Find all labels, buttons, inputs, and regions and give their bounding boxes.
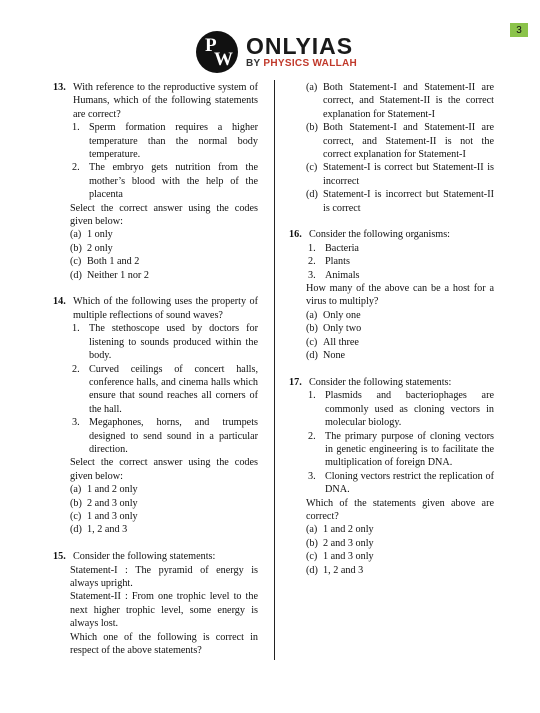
option-text: 1 only xyxy=(87,229,113,241)
question-prompt: Which of the statements given above are correct? xyxy=(306,497,494,522)
question-prompt: How many of the above can be a host for a virus to multiply? xyxy=(306,283,494,308)
option-text: Both 1 and 2 xyxy=(87,256,140,268)
item-number: 2. xyxy=(308,256,316,268)
instruction: Select the correct answer using the codes given below: xyxy=(70,457,258,482)
option-c[interactable] xyxy=(306,550,494,563)
option-text: Only two xyxy=(323,323,362,335)
question-stem: Consider the following statements: xyxy=(309,376,452,388)
logo-letter-p: P xyxy=(205,35,217,56)
option-c[interactable] xyxy=(306,161,494,188)
option-text: Both Statement-I and Statement-II are correct, and Statement-II is not the correct explanation for Statement-I xyxy=(323,122,494,161)
statement-item xyxy=(308,430,494,470)
option-label: (b) xyxy=(306,122,318,134)
option-text: Statement-I is incorrect but Statement-II is correct xyxy=(323,189,494,214)
organism-item xyxy=(308,242,494,255)
option-a[interactable] xyxy=(70,228,258,241)
question-number: 16. xyxy=(289,229,302,241)
option-c[interactable] xyxy=(70,510,258,523)
option-label: (c) xyxy=(70,256,82,268)
item-number: 3. xyxy=(308,470,316,482)
item-text: Megaphones, horns, and trumpets designed to send sound in a particular direction. xyxy=(89,417,258,455)
item-text: Bacteria xyxy=(325,242,359,254)
statement-item xyxy=(72,322,258,362)
statement-item xyxy=(72,416,258,456)
option-a[interactable] xyxy=(306,523,494,536)
option-b[interactable] xyxy=(306,322,494,335)
question-number: 17. xyxy=(289,376,302,388)
option-b[interactable] xyxy=(306,121,494,161)
statement-item xyxy=(72,363,258,417)
option-text: Neither 1 nor 2 xyxy=(87,269,149,281)
option-label: (b) xyxy=(306,537,318,549)
option-label: (d) xyxy=(306,350,318,362)
option-label: (a) xyxy=(70,484,82,496)
item-number: 1. xyxy=(308,390,316,402)
item-text: Plants xyxy=(325,256,350,268)
option-label: (d) xyxy=(70,269,82,281)
brand xyxy=(246,34,357,70)
question-16 xyxy=(289,228,494,362)
option-text: None xyxy=(323,350,346,362)
option-label: (d) xyxy=(306,189,318,201)
question-number: 14. xyxy=(53,296,66,308)
question-14 xyxy=(53,295,258,536)
question-stem: Consider the following organisms: xyxy=(309,229,451,241)
option-a[interactable] xyxy=(306,309,494,322)
option-text: 1 and 2 only xyxy=(323,524,374,536)
item-text: The primary purpose of cloning vectors in genetic engineering is to facilitate the multiplication of foreign DNA. xyxy=(325,430,494,469)
item-text: Animals xyxy=(325,269,360,281)
item-number: 1. xyxy=(72,122,80,134)
brand-name: ONLYIAS xyxy=(246,33,354,59)
brand-subtitle xyxy=(246,58,357,70)
option-text: 2 and 3 only xyxy=(323,537,374,549)
item-number: 3. xyxy=(308,269,316,281)
option-label: (c) xyxy=(306,336,318,348)
item-number: 2. xyxy=(72,162,80,174)
option-label: (a) xyxy=(306,524,318,536)
option-d[interactable] xyxy=(306,564,494,577)
option-label: (c) xyxy=(306,162,318,174)
question-stem: With reference to the reproductive system of Humans, which of the following statements are correct? xyxy=(73,82,258,120)
statement-item xyxy=(308,389,494,429)
option-d[interactable] xyxy=(70,523,258,536)
item-text: The stethoscope used by doctors for listening to sounds produced within the body. xyxy=(89,323,258,362)
option-label: (c) xyxy=(306,551,318,563)
item-text: Plasmids and bacteriophages are commonly used as cloning vectors in molecular biology. xyxy=(325,390,494,429)
option-b[interactable] xyxy=(70,497,258,510)
option-text: All three xyxy=(323,336,359,348)
item-text: Sperm formation requires a higher temperature than the normal body temperature. xyxy=(89,122,258,161)
organism-item xyxy=(308,269,494,282)
header-logo xyxy=(196,28,357,76)
item-text: Cloning vectors restrict the replication of DNA. xyxy=(325,470,494,496)
statement-item xyxy=(72,161,258,201)
question-stem: Consider the following statements: xyxy=(73,551,216,563)
question-15 xyxy=(53,550,258,657)
option-text: Both Statement-I and Statement-II are correct, and Statement-II is the correct explanation for Statement-I xyxy=(323,82,494,120)
question-number: 15. xyxy=(53,551,66,563)
right-column xyxy=(289,81,494,590)
instruction: Select the correct answer using the codes given below: xyxy=(70,202,258,228)
question-17 xyxy=(289,376,494,577)
option-text: 1, 2 and 3 xyxy=(87,524,128,536)
option-c[interactable] xyxy=(70,255,258,268)
option-text: 1, 2 and 3 xyxy=(323,564,364,576)
option-label: (d) xyxy=(306,564,318,576)
question-prompt: Which one of the following is correct in respect of the above statements? xyxy=(70,631,258,657)
option-label: (b) xyxy=(70,242,82,254)
option-b[interactable] xyxy=(70,242,258,255)
organism-item xyxy=(308,255,494,268)
option-text: 1 and 2 only xyxy=(87,484,138,496)
statement-item xyxy=(308,470,494,497)
item-number: 1. xyxy=(72,323,80,335)
option-label: (b) xyxy=(306,323,318,335)
item-text: Curved ceilings of concert halls, conference halls, and cinema halls which ensure that sound reaches all corners of the hall. xyxy=(89,363,258,415)
option-label: (c) xyxy=(70,510,82,522)
item-number: 1. xyxy=(308,242,316,254)
option-label: (a) xyxy=(306,309,318,321)
page-number-badge: 3 xyxy=(510,23,528,37)
item-number: 3. xyxy=(72,417,80,429)
option-label: (a) xyxy=(306,82,318,93)
option-text: 2 only xyxy=(87,242,113,254)
statement-2: Statement-II : From one trophic level to the next higher trophic level, some energy is always lost. xyxy=(70,591,258,630)
pw-logo-icon xyxy=(196,31,238,73)
item-number: 2. xyxy=(72,363,80,375)
option-c[interactable] xyxy=(306,336,494,349)
option-text: Only one xyxy=(323,309,361,321)
option-d[interactable] xyxy=(70,269,258,282)
item-text: The embryo gets nutrition from the mother’s blood with the help of the placenta xyxy=(89,162,258,201)
item-number: 2. xyxy=(308,430,316,442)
option-label: (b) xyxy=(70,497,82,509)
brand-physics-wallah: PHYSICS WALLAH xyxy=(263,58,358,69)
option-text: 1 and 3 only xyxy=(87,510,138,522)
statement-1: Statement-I : The pyramid of energy is always upright. xyxy=(70,564,258,589)
option-d[interactable] xyxy=(306,349,494,362)
left-column xyxy=(53,81,258,671)
option-text: Statement-I is correct but Statement-II is incorrect xyxy=(323,162,494,187)
question-number: 13. xyxy=(53,82,66,93)
question-13 xyxy=(53,81,258,282)
option-text: 2 and 3 only xyxy=(87,497,138,509)
logo-letter-w: W xyxy=(214,49,233,70)
brand-by: BY xyxy=(246,58,261,69)
option-b[interactable] xyxy=(306,537,494,550)
option-text: 1 and 3 only xyxy=(323,551,374,563)
column-divider xyxy=(274,80,275,660)
question-15-options xyxy=(306,81,494,215)
option-label: (a) xyxy=(70,229,82,241)
option-label: (d) xyxy=(70,524,82,536)
statement-item xyxy=(72,121,258,161)
option-d[interactable] xyxy=(306,188,494,215)
option-a[interactable] xyxy=(306,81,494,121)
option-a[interactable] xyxy=(70,483,258,496)
question-stem: Which of the following uses the property of multiple reflections of sound waves? xyxy=(73,296,258,321)
